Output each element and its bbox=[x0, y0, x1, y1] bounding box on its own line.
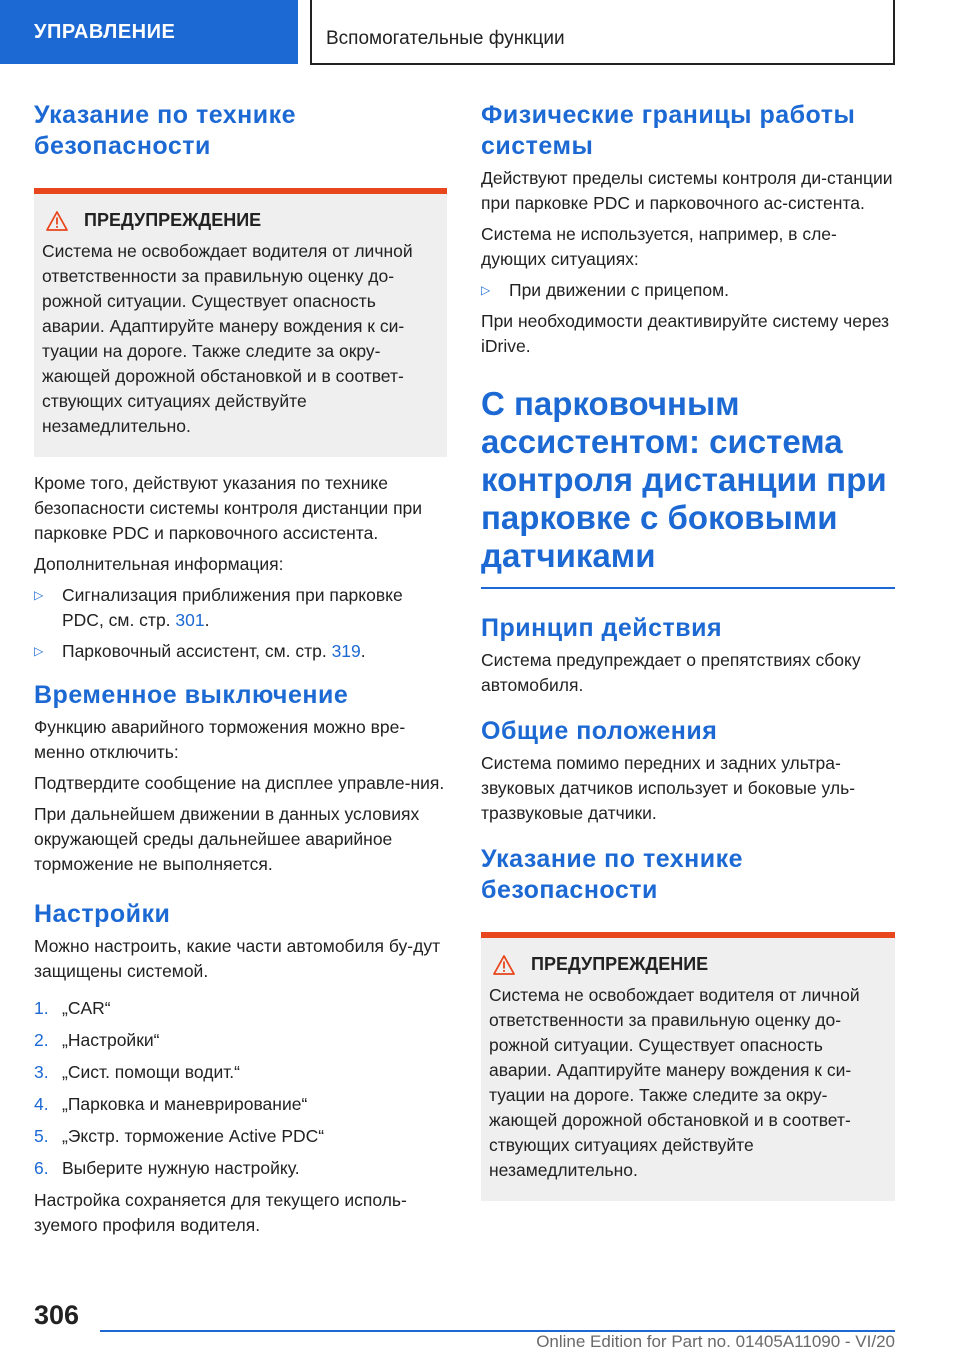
page-link[interactable]: 301 bbox=[175, 610, 205, 630]
section-heading: Физические границы работы системы bbox=[481, 101, 856, 160]
page-link[interactable]: 319 bbox=[331, 641, 361, 661]
header-divider bbox=[310, 0, 312, 64]
bullet-triangle-icon: ▷ bbox=[481, 283, 491, 297]
section-heading: Принцип действия bbox=[481, 614, 723, 642]
step-item: 6. Выберите нужную настройку. bbox=[34, 1158, 300, 1178]
chapter-heading: С парковочным ассистентом: система контроля дистанции при парковке с боковыми датчиками bbox=[481, 385, 887, 574]
warning-triangle-icon bbox=[493, 955, 515, 975]
safety-heading: Указание по технике безопасности bbox=[34, 101, 297, 160]
paragraph: Можно настроить, какие части автомобиля бу-дут защищены системой. bbox=[34, 936, 441, 981]
section-tab: УПРАВЛЕНИЕ bbox=[0, 0, 298, 64]
warning-label: ПРЕДУПРЕЖДЕНИЕ bbox=[84, 210, 262, 230]
paragraph: Кроме того, действуют указания по технике безопасности системы контроля дистанции при парковке PDC и парковочного ассистента. bbox=[34, 473, 423, 543]
paragraph: Подтвердите сообщение на дисплее управле-ния. bbox=[34, 773, 445, 793]
step-item: 2. „Настройки“ bbox=[34, 1030, 160, 1050]
warning-label: ПРЕДУПРЕЖДЕНИЕ bbox=[531, 954, 709, 974]
section-heading: Настройки bbox=[34, 900, 171, 928]
step-item: 3. „Сист. помощи водит.“ bbox=[34, 1062, 240, 1082]
warning-text: Система не освобождает водителя от личной ответственности за правильную оценку до-рожной ситуации. Существует опасность аварии. Адаптируйте манеру вождения к си-туации на дороге. Также следите за окру-жающей дорожной обстановкой и в соответ-ствующих ситуациях действуйте незамедлительно. bbox=[489, 985, 860, 1180]
page-number: 306 bbox=[34, 1300, 80, 1330]
left-column bbox=[34, 100, 447, 1238]
warning-box bbox=[34, 188, 447, 457]
section-heading: Временное выключение bbox=[34, 681, 349, 709]
footer-edition: Online Edition for Part no. 01405A11090 - VI/20 bbox=[536, 1332, 895, 1351]
paragraph: Дополнительная информация: bbox=[34, 554, 284, 574]
safety-heading: Указание по технике безопасности bbox=[481, 845, 744, 904]
paragraph: Действуют пределы системы контроля ди-станции при парковке PDC и парковочного ас-систента. bbox=[481, 168, 893, 213]
warning-text: Система не освобождает водителя от личной ответственности за правильную оценку до-рожной ситуации. Существует опасность аварии. Адаптируйте манеру вождения к си-туации на дороге. Также следите за окру-жающей дорожной обстановкой и в соответ-ствующих ситуациях действуйте незамедлительно. bbox=[42, 241, 413, 436]
paragraph: Система предупреждает о препятствиях сбоку автомобиля. bbox=[481, 650, 861, 695]
steps-list bbox=[34, 996, 447, 1181]
bullet-triangle-icon: ▷ bbox=[34, 644, 44, 658]
warning-triangle-icon bbox=[46, 211, 68, 231]
right-column bbox=[481, 100, 895, 1201]
step-item: 1. „CAR“ bbox=[34, 998, 111, 1018]
step-item: 4. „Парковка и маневрирование“ bbox=[34, 1094, 308, 1114]
header-rule bbox=[310, 63, 895, 65]
paragraph: Настройка сохраняется для текущего исполь-зуемого профиля водителя. bbox=[34, 1190, 407, 1235]
paragraph: Система помимо передних и задних ультра-звуковых датчиков использует и боковые уль-тразвуковые датчики. bbox=[481, 753, 856, 823]
list-item: ▷ Парковочный ассистент, см. стр. 319. bbox=[34, 639, 447, 664]
chapter-rule bbox=[481, 587, 895, 589]
warning-box bbox=[481, 932, 895, 1201]
list-item: ▷ Сигнализация приближения при парковке PDC, см. стр. 301. bbox=[34, 585, 403, 630]
header-divider-right bbox=[893, 0, 895, 64]
list-item: ▷ При движении с прицепом. bbox=[481, 278, 895, 303]
section-heading: Общие положения bbox=[481, 717, 718, 745]
page-title: Вспомогательные функции bbox=[326, 28, 565, 49]
step-item: 5. „Экстр. торможение Active PDC“ bbox=[34, 1126, 325, 1146]
bullet-triangle-icon: ▷ bbox=[34, 588, 44, 602]
paragraph: Система не используется, например, в сле-дующих ситуациях: bbox=[481, 224, 837, 269]
paragraph: При необходимости деактивируйте систему через iDrive. bbox=[481, 311, 890, 356]
paragraph: Функцию аварийного торможения можно вре-менно отключить: bbox=[34, 717, 406, 762]
paragraph: При дальнейшем движении в данных условиях окружающей среды дальнейшее аварийное торможение не выполняется. bbox=[34, 804, 420, 874]
